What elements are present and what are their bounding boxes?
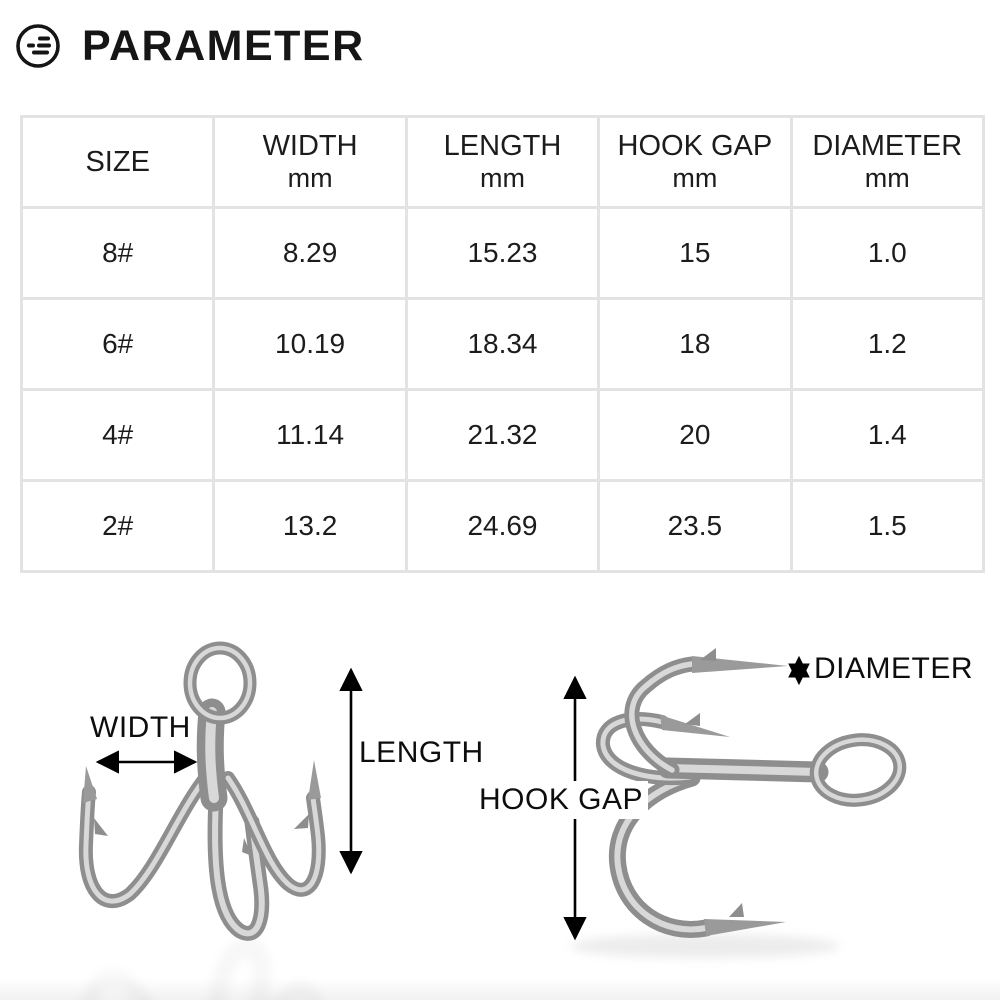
table-cell: 10.19 bbox=[214, 299, 406, 390]
table-cell: 8# bbox=[22, 208, 214, 299]
diameter-label: DIAMETER bbox=[814, 652, 974, 685]
width-label: WIDTH bbox=[90, 711, 191, 744]
spec-table bbox=[20, 115, 985, 573]
table-cell: 23.5 bbox=[599, 481, 791, 572]
hook-gap-label: HOOK GAP bbox=[474, 781, 648, 819]
table-cell: 1.2 bbox=[791, 299, 983, 390]
table-header-row bbox=[22, 117, 984, 208]
brand-logo-icon bbox=[14, 22, 62, 70]
table-cell: 11.14 bbox=[214, 390, 406, 481]
column-header-length: LENGTH mm bbox=[406, 117, 598, 208]
hook-diagram bbox=[0, 550, 1000, 1000]
right-hook-shadow bbox=[570, 934, 840, 958]
column-header-width: WIDTH mm bbox=[214, 117, 406, 208]
table-cell: 8.29 bbox=[214, 208, 406, 299]
page-title: PARAMETER bbox=[82, 22, 365, 70]
table-cell: 21.32 bbox=[406, 390, 598, 481]
table-row bbox=[22, 299, 984, 390]
table-cell: 18.34 bbox=[406, 299, 598, 390]
table-row bbox=[22, 208, 984, 299]
table-cell: 13.2 bbox=[214, 481, 406, 572]
column-header-diameter: DIAMETER mm bbox=[791, 117, 983, 208]
left-hook-photo bbox=[83, 648, 321, 933]
table-cell: 18 bbox=[599, 299, 791, 390]
table-cell: 2# bbox=[22, 481, 214, 572]
table-cell: 6# bbox=[22, 299, 214, 390]
length-label: LENGTH bbox=[359, 736, 484, 769]
table-cell: 20 bbox=[599, 390, 791, 481]
table-cell: 24.69 bbox=[406, 481, 598, 572]
column-header-size: SIZE bbox=[22, 117, 214, 208]
table-cell: 15.23 bbox=[406, 208, 598, 299]
table-cell: 15 bbox=[599, 208, 791, 299]
column-header-hook-gap: HOOK GAP mm bbox=[599, 117, 791, 208]
table-row bbox=[22, 390, 984, 481]
table-cell: 1.0 bbox=[791, 208, 983, 299]
table-cell: 1.4 bbox=[791, 390, 983, 481]
table-cell: 4# bbox=[22, 390, 214, 481]
bottom-fade bbox=[0, 978, 1000, 1000]
table-cell: 1.5 bbox=[791, 481, 983, 572]
